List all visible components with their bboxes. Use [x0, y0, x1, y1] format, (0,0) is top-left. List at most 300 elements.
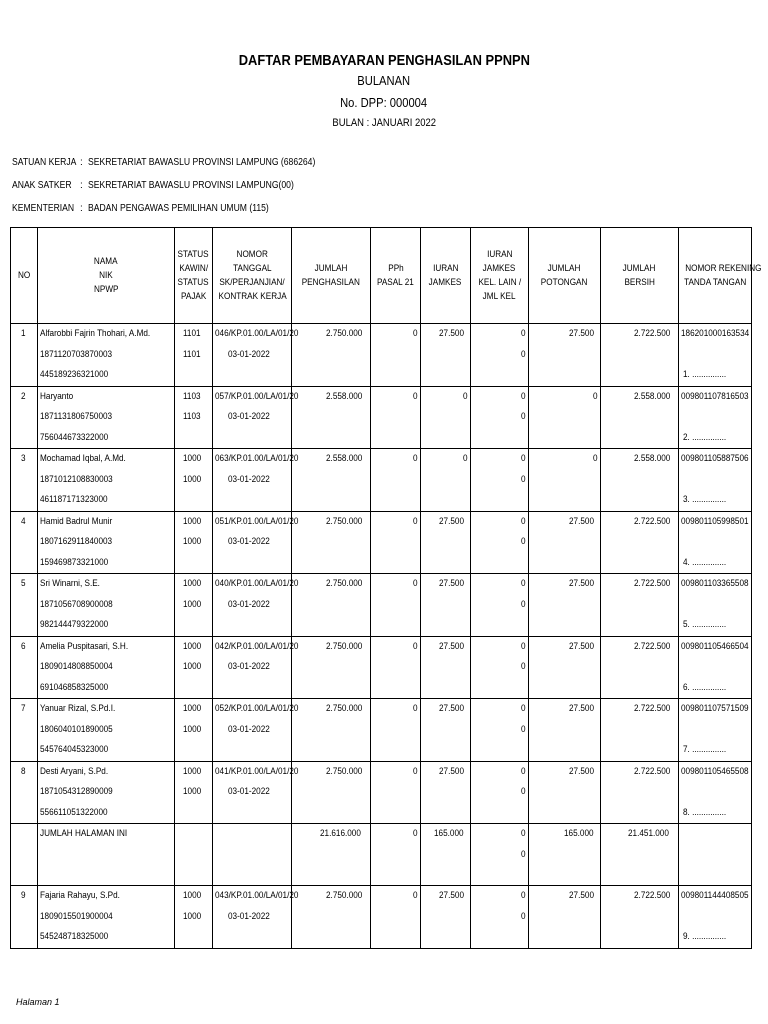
iuran-jamkes: 27.500	[438, 578, 464, 589]
status-pajak: 1000	[182, 786, 202, 797]
cell-potongan	[529, 511, 601, 574]
subtotal-gross: 21.616.000	[320, 828, 362, 839]
cell-potongan	[529, 824, 601, 886]
meta-value: SEKRETARIAT BAWASLU PROVINSI LAMPUNG(00)	[88, 180, 294, 191]
meta-label: KEMENTERIAN	[12, 203, 75, 214]
cell-nomor	[213, 636, 299, 699]
cell-nomor	[213, 886, 299, 949]
deduction-total: 27.500	[568, 578, 594, 589]
net-income: 2.722.500	[633, 640, 671, 652]
pph21: 0	[412, 578, 418, 589]
deduction-total: 0	[592, 453, 598, 464]
cell-iuran	[421, 449, 471, 512]
employee-npwp: 691046858325000	[40, 681, 109, 693]
cell-iuran-lain	[471, 324, 529, 387]
cell-bersih	[601, 761, 679, 824]
employee-npwp: 756044673322000	[40, 431, 109, 443]
pph21: 0	[412, 453, 418, 464]
row-number: 8	[21, 765, 26, 777]
document-title: DAFTAR PEMBAYARAN PENGHASILAN PPNPN	[238, 52, 530, 69]
cell-no	[11, 449, 38, 512]
employee-nik: 1871012108830003	[40, 473, 113, 485]
cell-pph	[371, 324, 421, 387]
col-header-no: NO	[11, 228, 38, 324]
table-row	[11, 761, 752, 824]
cell-penghasilan	[292, 636, 371, 699]
deduction-total: 27.500	[568, 703, 594, 714]
cell-status	[175, 324, 213, 387]
jml-kel: 0	[520, 910, 526, 922]
status-kawin: 1000	[182, 453, 202, 464]
cell-nomor	[213, 449, 299, 512]
deduction-total: 27.500	[568, 890, 594, 901]
cell-blank	[213, 824, 292, 886]
cell-pph	[371, 824, 421, 886]
meta-value: SEKRETARIAT BAWASLU PROVINSI LAMPUNG (686264)	[88, 157, 316, 168]
sk-date: 03-01-2022	[227, 473, 270, 485]
sk-date: 03-01-2022	[227, 536, 270, 547]
signature-line: 4. ...............	[683, 556, 727, 568]
employee-name: Haryanto	[40, 390, 74, 402]
cell-nama	[38, 699, 175, 762]
employee-nik: 1809015501900004	[40, 910, 113, 922]
status-pajak: 1101	[183, 348, 201, 360]
cell-no	[11, 761, 38, 824]
row-number: 9	[21, 890, 26, 901]
period-month: BULAN : JANUARI 2022	[332, 117, 436, 129]
cell-iuran-lain	[471, 511, 529, 574]
gross-income: 2.750.000	[325, 640, 363, 652]
cell-bersih	[601, 886, 679, 949]
status-kawin: 1000	[182, 703, 202, 714]
cell-pph	[371, 449, 421, 512]
cell-blank	[11, 824, 38, 886]
status-kawin: 1000	[182, 578, 202, 589]
sk-date: 03-01-2022	[227, 411, 270, 422]
pph21: 0	[412, 515, 418, 527]
pph21: 0	[412, 640, 418, 652]
signature-line: 1. ...............	[683, 369, 727, 380]
cell-pph	[371, 761, 421, 824]
cell-status	[175, 699, 213, 762]
subtotal-net: 21.451.000	[628, 828, 670, 839]
signature-line: 9. ...............	[683, 931, 727, 942]
cell-potongan	[529, 386, 601, 449]
gross-income: 2.750.000	[325, 515, 363, 527]
employee-nik: 1809014808850004	[40, 661, 113, 672]
iuran-kel-lain: 0	[520, 390, 526, 402]
cell-no	[11, 636, 38, 699]
signature-line: 7. ...............	[683, 744, 727, 755]
col-header-pph: PPh PASAL 21	[371, 228, 421, 324]
sk-date: 03-01-2022	[227, 348, 270, 360]
document-subtitle: BULANAN	[357, 73, 411, 88]
status-pajak: 1000	[182, 723, 202, 735]
cell-iuran	[421, 886, 471, 949]
table-row	[11, 574, 752, 637]
col-header-iuran-lain: IURAN JAMKES KEL. LAIN / JML KEL	[471, 228, 529, 324]
sk-date: 03-01-2022	[227, 723, 270, 735]
row-number: 5	[21, 578, 26, 589]
cell-potongan	[529, 324, 601, 387]
cell-iuran	[421, 511, 471, 574]
iuran-kel-lain: 0	[520, 765, 526, 777]
cell-iuran-lain	[471, 761, 529, 824]
row-number: 7	[21, 703, 26, 714]
jml-kel: 0	[520, 348, 526, 360]
cell-subtotal-label	[38, 824, 175, 886]
page-footer: Halaman 1	[16, 997, 60, 1007]
subtotal-pph: 0	[412, 828, 418, 839]
employee-nik: 1806040101890005	[40, 723, 113, 735]
dpp-number: No. DPP: 000004	[340, 95, 428, 110]
status-kawin: 1103	[183, 390, 201, 402]
cell-pph	[371, 886, 421, 949]
cell-blank	[679, 824, 752, 886]
cell-status	[175, 761, 213, 824]
cell-nomor	[213, 386, 299, 449]
row-number: 6	[21, 640, 26, 652]
pph21: 0	[412, 765, 418, 777]
cell-penghasilan	[292, 449, 371, 512]
employee-name: Desti Aryani, S.Pd.	[40, 765, 109, 777]
account-number: 009801103365508	[681, 578, 749, 589]
iuran-kel-lain: 0	[520, 640, 526, 652]
deduction-total: 27.500	[568, 515, 594, 527]
sk-number: 051/KP.01.00/LA/01/20	[215, 515, 299, 527]
cell-blank	[175, 824, 213, 886]
iuran-jamkes: 0	[462, 390, 468, 402]
col-header-nomor: NOMOR TANGGAL SK/PERJANJIAN/ KONTRAK KERJA	[213, 228, 292, 324]
cell-penghasilan	[292, 761, 371, 824]
employee-name: Alfarobbi Fajrin Thohari, A.Md.	[40, 328, 151, 339]
account-number: 009801107571509	[681, 703, 749, 714]
net-income: 2.722.500	[633, 703, 671, 714]
table-row	[11, 511, 752, 574]
cell-potongan	[529, 449, 601, 512]
iuran-jamkes: 27.500	[438, 515, 464, 527]
employee-nik: 1807162911840003	[40, 536, 113, 547]
pph21: 0	[412, 328, 418, 339]
iuran-kel-lain: 0	[520, 890, 526, 901]
net-income: 2.722.500	[633, 765, 671, 777]
table-row	[11, 386, 752, 449]
cell-potongan	[529, 886, 601, 949]
gross-income: 2.558.000	[325, 390, 363, 402]
pph21: 0	[412, 390, 418, 402]
cell-penghasilan	[292, 699, 371, 762]
status-pajak: 1103	[183, 411, 201, 422]
cell-rekening	[679, 449, 752, 512]
status-pajak: 1000	[182, 910, 202, 922]
employee-nik: 1871131806750003	[40, 411, 113, 422]
cell-iuran	[421, 699, 471, 762]
cell-status	[175, 636, 213, 699]
cell-no	[11, 886, 38, 949]
iuran-kel-lain: 0	[520, 703, 526, 714]
iuran-jamkes: 0	[462, 453, 468, 464]
cell-potongan	[529, 699, 601, 762]
cell-nama	[38, 761, 175, 824]
cell-pph	[371, 636, 421, 699]
cell-iuran	[421, 324, 471, 387]
cell-potongan	[529, 574, 601, 637]
table-row	[11, 636, 752, 699]
cell-iuran	[421, 574, 471, 637]
cell-rekening	[679, 324, 752, 387]
signature-line: 2. ...............	[683, 431, 727, 443]
cell-iuran	[421, 386, 471, 449]
employee-name: Sri Winarni, S.E.	[40, 578, 100, 589]
status-kawin: 1000	[182, 765, 202, 777]
sk-number: 046/KP.01.00/LA/01/20	[215, 328, 299, 339]
cell-bersih	[601, 511, 679, 574]
meta-colon: :	[80, 157, 83, 168]
status-kawin: 1000	[182, 640, 202, 652]
col-header-status: STATUS KAWIN/ STATUS PAJAK	[175, 228, 213, 324]
col-header-bersih: JUMLAH BERSIH	[601, 228, 679, 324]
sk-date: 03-01-2022	[227, 910, 270, 922]
net-income: 2.722.500	[633, 578, 671, 589]
iuran-jamkes: 27.500	[438, 640, 464, 652]
subtotal-iuran: 165.000	[433, 828, 464, 839]
subtotal-row	[11, 824, 752, 886]
cell-bersih	[601, 386, 679, 449]
jml-kel: 0	[520, 723, 526, 735]
cell-rekening	[679, 511, 752, 574]
iuran-jamkes: 27.500	[438, 765, 464, 777]
employee-nik: 1871120703870003	[40, 348, 113, 360]
cell-iuran-lain	[471, 699, 529, 762]
cell-rekening	[679, 699, 752, 762]
cell-iuran-lain	[471, 449, 529, 512]
row-number: 3	[21, 453, 26, 464]
row-number: 4	[21, 515, 26, 527]
account-number: 009801105466504	[681, 640, 749, 652]
cell-status	[175, 574, 213, 637]
status-pajak: 1000	[182, 473, 202, 485]
cell-potongan	[529, 761, 601, 824]
cell-pph	[371, 699, 421, 762]
subtotal-label: JUMLAH HALAMAN INI	[40, 828, 128, 839]
employee-npwp: 545764045323000	[40, 744, 109, 755]
iuran-jamkes: 27.500	[438, 328, 464, 339]
employee-npwp: 982144479322000	[40, 619, 109, 630]
subtotal-potongan: 165.000	[563, 828, 594, 839]
cell-iuran-lain	[471, 886, 529, 949]
signature-line: 6. ...............	[683, 681, 727, 693]
row-number: 2	[21, 390, 26, 402]
employee-nik: 1871056708900008	[40, 598, 113, 610]
sk-date: 03-01-2022	[227, 786, 270, 797]
deduction-total: 27.500	[568, 328, 594, 339]
cell-iuran-lain	[471, 386, 529, 449]
iuran-jamkes: 27.500	[438, 703, 464, 714]
cell-pph	[371, 574, 421, 637]
cell-rekening	[679, 761, 752, 824]
sk-date: 03-01-2022	[227, 661, 270, 672]
cell-penghasilan	[292, 574, 371, 637]
col-header-penghasilan: JUMLAH PENGHASILAN	[292, 228, 371, 324]
net-income: 2.722.500	[633, 890, 671, 901]
employee-name: Mochamad Iqbal, A.Md.	[40, 453, 126, 464]
cell-nama	[38, 636, 175, 699]
pph21: 0	[412, 890, 418, 901]
sk-number: 063/KP.01.00/LA/01/20	[215, 453, 299, 464]
cell-potongan	[529, 636, 601, 699]
status-pajak: 1000	[182, 661, 202, 672]
cell-status	[175, 511, 213, 574]
net-income: 2.558.000	[633, 390, 671, 402]
col-header-rekening: NOMOR REKENING TANDA TANGAN	[679, 228, 752, 324]
account-number: 009801105887506	[681, 453, 749, 464]
iuran-kel-lain: 0	[520, 578, 526, 589]
account-number: 009801105465508	[681, 765, 749, 777]
net-income: 2.558.000	[633, 453, 671, 464]
cell-iuran	[421, 636, 471, 699]
col-header-potongan: JUMLAH POTONGAN	[529, 228, 601, 324]
employee-name: Amelia Puspitasari, S.H.	[40, 640, 129, 652]
net-income: 2.722.500	[633, 515, 671, 527]
cell-penghasilan	[292, 824, 371, 886]
account-number: 186201000163534	[681, 328, 750, 339]
iuran-jamkes: 27.500	[438, 890, 464, 901]
cell-status	[175, 386, 213, 449]
account-number: 009801144408505	[681, 890, 749, 901]
cell-bersih	[601, 449, 679, 512]
sk-number: 043/KP.01.00/LA/01/20	[215, 890, 299, 901]
cell-bersih	[601, 699, 679, 762]
cell-nama	[38, 574, 175, 637]
cell-rekening	[679, 386, 752, 449]
jml-kel: 0	[520, 661, 526, 672]
cell-nama	[38, 449, 175, 512]
status-pajak: 1000	[182, 598, 202, 610]
jml-kel: 0	[520, 411, 526, 422]
sk-number: 040/KP.01.00/LA/01/20	[215, 578, 299, 589]
deduction-total: 27.500	[568, 640, 594, 652]
cell-penghasilan	[292, 511, 371, 574]
payment-table	[10, 227, 762, 949]
jml-kel: 0	[520, 598, 526, 610]
cell-pph	[371, 386, 421, 449]
deduction-total: 27.500	[568, 765, 594, 777]
cell-bersih	[601, 824, 679, 886]
gross-income: 2.750.000	[325, 328, 363, 339]
cell-no	[11, 699, 38, 762]
cell-bersih	[601, 636, 679, 699]
sk-number: 041/KP.01.00/LA/01/20	[215, 765, 299, 777]
meta-colon: :	[80, 180, 83, 191]
cell-bersih	[601, 324, 679, 387]
subtotal-jml-kel: 0	[520, 848, 526, 860]
gross-income: 2.750.000	[325, 890, 363, 901]
deduction-total: 0	[592, 390, 598, 402]
jml-kel: 0	[520, 536, 526, 547]
gross-income: 2.750.000	[325, 578, 363, 589]
account-number: 009801107816503	[681, 390, 749, 402]
cell-iuran	[421, 761, 471, 824]
iuran-kel-lain: 0	[520, 453, 526, 464]
employee-name: Hamid Badrul Munir	[40, 515, 113, 527]
status-kawin: 1000	[182, 890, 202, 901]
jml-kel: 0	[520, 786, 526, 797]
table-row	[11, 449, 752, 512]
gross-income: 2.750.000	[325, 765, 363, 777]
cell-rekening	[679, 636, 752, 699]
sk-number: 057/KP.01.00/LA/01/20	[215, 390, 299, 402]
jml-kel: 0	[520, 473, 526, 485]
employee-npwp: 461187171323000	[40, 494, 108, 505]
meta-label: ANAK SATKER	[12, 180, 72, 191]
cell-nomor	[213, 324, 299, 387]
employee-nik: 1871054312890009	[40, 786, 113, 797]
cell-nomor	[213, 699, 299, 762]
cell-no	[11, 386, 38, 449]
status-kawin: 1101	[183, 328, 201, 339]
cell-no	[11, 511, 38, 574]
sk-number: 052/KP.01.00/LA/01/20	[215, 703, 299, 714]
employee-npwp: 556611051322000	[40, 806, 108, 818]
employee-name: Fajaria Rahayu, S.Pd.	[40, 890, 120, 901]
cell-penghasilan	[292, 886, 371, 949]
cell-nomor	[213, 574, 299, 637]
row-number: 1	[21, 328, 26, 339]
cell-pph	[371, 511, 421, 574]
cell-rekening	[679, 574, 752, 637]
employee-npwp: 445189236321000	[40, 369, 109, 380]
table-row	[11, 324, 752, 387]
signature-line: 5. ...............	[683, 619, 727, 630]
cell-bersih	[601, 574, 679, 637]
signature-line: 3. ...............	[683, 494, 727, 505]
cell-rekening	[679, 886, 752, 949]
cell-iuran	[421, 824, 471, 886]
cell-nama	[38, 324, 175, 387]
cell-iuran-lain	[471, 574, 529, 637]
pph21: 0	[412, 703, 418, 714]
table-header-row	[11, 228, 752, 324]
cell-iuran-lain	[471, 636, 529, 699]
status-pajak: 1000	[182, 536, 202, 547]
cell-nama	[38, 886, 175, 949]
iuran-kel-lain: 0	[520, 328, 526, 339]
cell-nama	[38, 386, 175, 449]
status-kawin: 1000	[182, 515, 202, 527]
cell-no	[11, 324, 38, 387]
subtotal-iuran-lain: 0	[520, 828, 526, 839]
col-header-nama: NAMA NIK NPWP	[38, 228, 175, 324]
cell-no	[11, 574, 38, 637]
table-row	[11, 699, 752, 762]
cell-status	[175, 449, 213, 512]
meta-colon: :	[80, 203, 83, 214]
signature-line: 8. ...............	[683, 806, 727, 818]
meta-value: BADAN PENGAWAS PEMILIHAN UMUM (115)	[88, 203, 269, 214]
meta-label: SATUAN KERJA	[12, 157, 77, 168]
employee-npwp: 159469873321000	[40, 556, 109, 568]
gross-income: 2.750.000	[325, 703, 363, 714]
iuran-kel-lain: 0	[520, 515, 526, 527]
sk-number: 042/KP.01.00/LA/01/20	[215, 640, 299, 652]
col-header-iuran: IURAN JAMKES	[421, 228, 471, 324]
cell-nomor	[213, 511, 299, 574]
cell-nama	[38, 511, 175, 574]
employee-npwp: 545248718325000	[40, 931, 109, 942]
table-row	[11, 886, 752, 949]
cell-penghasilan	[292, 386, 371, 449]
net-income: 2.722.500	[633, 328, 671, 339]
